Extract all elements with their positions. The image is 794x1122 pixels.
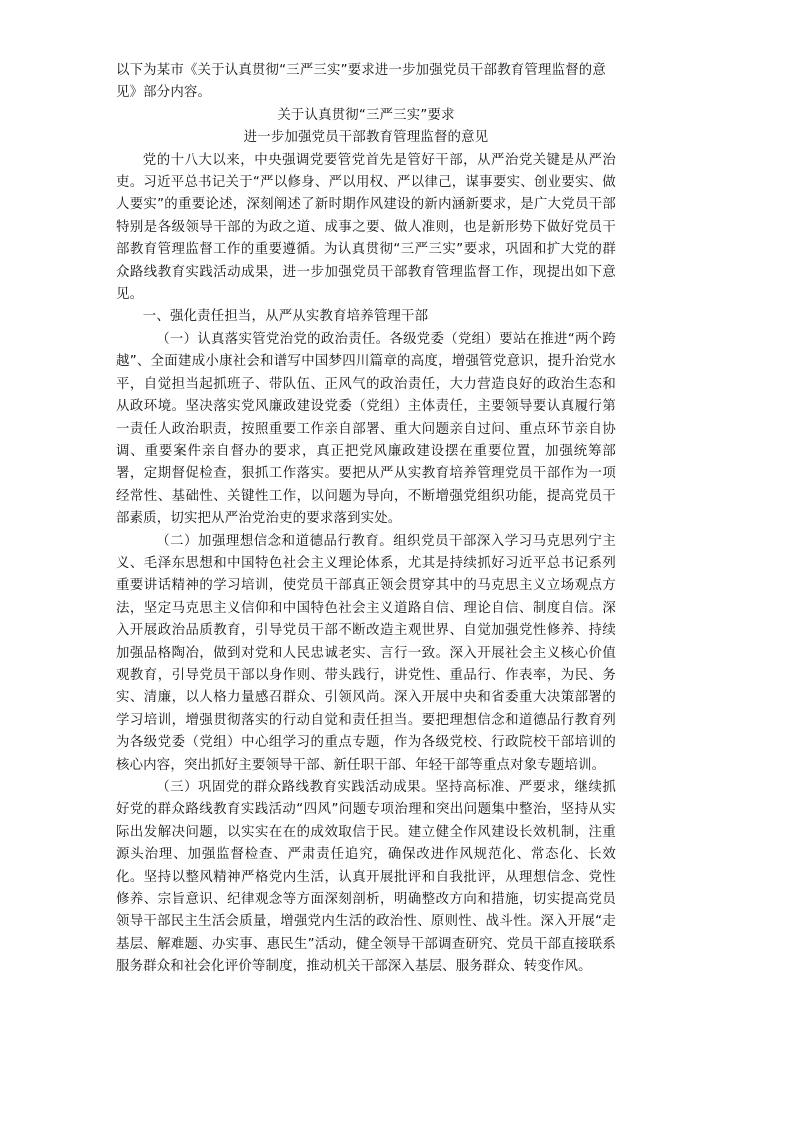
preamble-paragraph: 党的十八大以来，中央强调党要管党首先是管好干部，从严治党关键是从严治吏。习近平总书记关于“严以修身、严以用权、严以律己，谋事要实、创业要实、做人要实”的重要论述，深刻阐述了新时期作风建设的新内涵新要求，是广大党员干部特别是各级领导干部的为政之道、成事之要、做人准则，也是新形势下做好党员干部教育管理监督工作的重要遵循。为认真贯彻“三严三实”要求，巩固和扩大党的群众路线教育实践活动成果，进一步加强党员干部教育管理监督工作，现提出如下意见。: [116, 152, 616, 303]
item-2-paragraph: （二）加强理想信念和道德品行教育。组织党员干部深入学习马克思列宁主义、毛泽东思想和中国特色社会主义理论体系，尤其是持续抓好习近平总书记系列重要讲话精神的学习培训，使党员干部真正领会贯穿其中的马克思主义立场观点方法，坚定马克思主义信仰和中国特色社会主义道路自信、理论自信、制度自信。深入开展政治品质教育，引导党员干部不断改造主观世界、自觉加强党性修养、持续加强品格陶冶，做到对党和人民忠诚老实、言行一致。深入开展社会主义核心价值观教育，引导党员干部以身作则、带头践行，讲党性、重品行、作表率，为民、务实、清廉，以人格力量感召群众、引领风尚。深入开展中央和省委重大决策部署的学习培训，增强贯彻落实的行动自觉和责任担当。要把理想信念和道德品行教育列为各级党委（党组）中心组学习的重点专题，作为各级党校、行政院校干部培训的核心内容，突出抓好主要领导干部、新任职干部、年轻干部等重点对象专题培训。: [116, 533, 616, 773]
document-title-line-2: 进一步加强党员干部教育管理监督的意见: [243, 130, 489, 146]
document-page: [116, 60, 616, 979]
item-3-paragraph: （三）巩固党的群众路线教育实践活动成果。坚持高标准、严要求，继续抓好党的群众路线教育实践活动“四风”问题专项治理和突出问题集中整治，坚持从实际出发解决问题，以实实在在的成效取信于民。建立健全作风建设长效机制，注重源头治理、加强监督检查、严肃责任追究，确保改进作风规范化、常态化、长效化。坚持以整风精神严格党内生活，认真开展批评和自我批评，从理想信念、党性修养、宗旨意识、纪律观念等方面深刻剖析，明确整改方向和措施，切实提高党员领导干部民主生活会质量，增强党内生活的政治性、原则性、战斗性。深入开展“走基层、解难题、办实事、惠民生”活动，健全领导干部调查研究、党员干部直接联系服务群众和社会化评价等制度，推动机关干部深入基层、服务群众、转变作风。: [116, 780, 616, 975]
item-1-paragraph: （一）认真落实管党治党的政治责任。各级党委（党组）要站在推进“两个跨越”、全面建成小康社会和谱写中国梦四川篇章的高度，增强管党意识，提升治党水平，自觉担当起抓班子、带队伍、正风气的政治责任，大力营造良好的政治生态和从政环境。坚决落实党风廉政建设党委（党组）主体责任，主要领导要认真履行第一责任人政治职责，按照重要工作亲自部署、重大问题亲自过问、重点环节亲自协调、重要案件亲自督办的要求，真正把党风廉政建设摆在重要位置，加强统筹部署，定期督促检查，狠抓工作落实。要把从严从实教育培养管理党员干部作为一项经常性、基础性、关键性工作，以问题为导向，不断增强党组织功能，提高党员干部素质，切实把从严治党治吏的要求落到实处。: [116, 331, 616, 527]
document-title-line-1: 关于认真贯彻“三严三实”要求: [277, 107, 455, 123]
section-1-heading: 一、强化责任担当，从严从实教育培养管理干部: [142, 309, 429, 325]
intro-text: 以下为某市《关于认真贯彻“三严三实”要求进一步加强党员干部教育管理监督的意见》部分内容。: [116, 63, 606, 101]
